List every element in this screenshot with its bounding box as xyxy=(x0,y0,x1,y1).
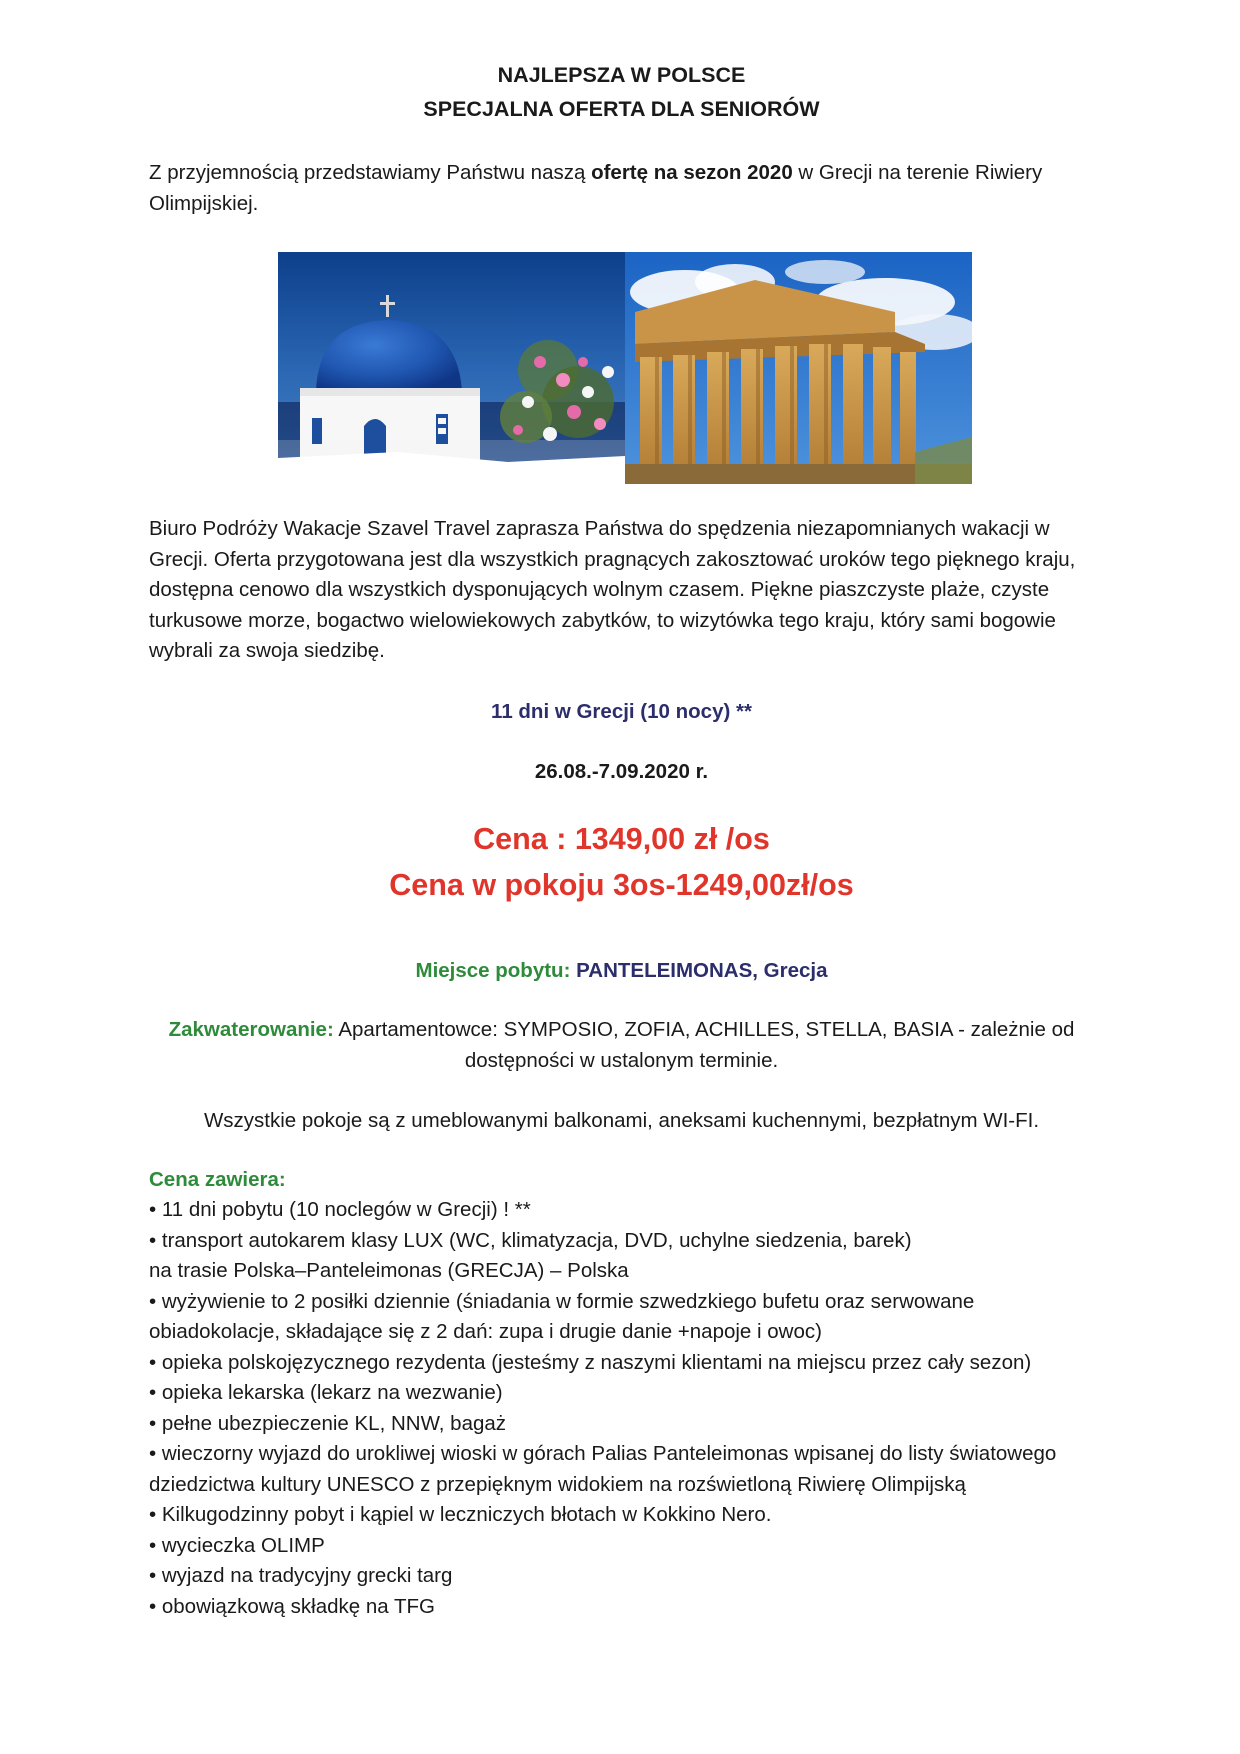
price-includes xyxy=(149,1165,1094,1623)
price-block xyxy=(149,816,1094,908)
stay-label: Miejsce pobytu: xyxy=(415,958,571,982)
intro-bold-offer: ofertę na sezon 2020 xyxy=(591,161,793,184)
list-item: na trasie Polska–Panteleimonas (GRECJA) – Polska xyxy=(149,1259,629,1282)
accommodation-label: Zakwaterowanie: xyxy=(168,1018,334,1041)
intro-paragraph xyxy=(149,158,1094,219)
trip-dates: 26.08.-7.09.2020 r. xyxy=(534,760,709,783)
includes-heading: Cena zawiera: xyxy=(149,1167,286,1191)
accommodation xyxy=(149,1015,1094,1076)
rooms-info: Wszystkie pokoje są z umeblowanymi balkonami, aneksami kuchennymi, bezpłatnym WI-FI. xyxy=(203,1109,1040,1132)
document-title xyxy=(149,58,1094,126)
list-item: • pełne ubezpieczenie KL, NNW, bagaż xyxy=(149,1411,507,1435)
list-item: • wyżywienie to 2 posiłki dziennie (śniadania w formie szwedzkiego bufetu oraz serwowane obiadokolacje, składające się z 2 dań: zupa i drugie danie +napoje i owoc) xyxy=(149,1289,975,1343)
list-item: • obowiązkową składkę na TFG xyxy=(149,1594,435,1618)
title-line-2: SPECJALNA OFERTA DLA SENIORÓW xyxy=(423,97,820,121)
price-line-2: Cena w pokoju 3os-1249,00zł/os xyxy=(389,867,854,902)
parthenon-image xyxy=(625,252,972,484)
header-images xyxy=(278,252,972,484)
description-paragraph: Biuro Podróży Wakacje Szavel Travel zaprasza Państwa do spędzenia niezapomnianych wakacji w Grecji. Oferta przygotowana jest dla wszystkich pragnących zakosztować uroków tego pięknego kraju, dostępna cenowo dla wszystkich dysponujących wolnym czasem. Piękne piaszczyste plaże, czyste turkusowe morze, bogactwo wielowiekowych zabytków, to wizytówka tego kraju, który sami bogowie wybrali za swoja siedzibę. xyxy=(149,517,1076,662)
list-item: • transport autokarem klasy LUX (WC, klimatyzacja, DVD, uchylne siedzenia, barek) xyxy=(149,1228,912,1252)
church-blue-dome-image xyxy=(278,252,625,484)
stay-value: PANTELEIMONAS, Grecja xyxy=(570,958,828,982)
list-item: • 11 dni pobytu (10 noclegów w Grecji) ! ** xyxy=(149,1198,531,1221)
stay-location xyxy=(149,956,1094,987)
title-line-1: NAJLEPSZA W POLSCE xyxy=(497,63,746,87)
list-item: • wieczorny wyjazd do urokliwej wioski w górach Palias Panteleimonas wpisanej do listy światowego dziedzictwa kultury UNESCO z przepięknym widokiem na rozświetloną Riwierę Olimpijską xyxy=(149,1442,1057,1496)
list-item: • Kilkugodzinny pobyt i kąpiel w leczniczych błotach w Kokkino Nero. xyxy=(149,1503,772,1526)
accommodation-value: Apartamentowce: SYMPOSIO, ZOFIA, ACHILLES, STELLA, BASIA - zależnie od dostępności w ustalonym terminie. xyxy=(333,1018,1075,1072)
document-page xyxy=(149,58,1094,1622)
list-item: • wycieczka OLIMP xyxy=(149,1533,325,1557)
list-item: • wyjazd na tradycyjny grecki targ xyxy=(149,1564,453,1587)
list-item: • opieka polskojęzycznego rezydenta (jesteśmy z naszymi klientami na miejscu przez cały sezon) xyxy=(149,1350,1032,1374)
list-item: • opieka lekarska (lekarz na wezwanie) xyxy=(149,1381,503,1404)
intro-text-2: w Grecji na terenie Riwiery Olimpijskiej. xyxy=(149,161,1043,215)
intro-text-1: Z przyjemnością przedstawiamy Państwu naszą xyxy=(149,161,592,184)
trip-duration: 11 dni w Grecji (10 nocy) ** xyxy=(491,699,752,723)
price-line-1: Cena : 1349,00 zł /os xyxy=(473,821,770,856)
